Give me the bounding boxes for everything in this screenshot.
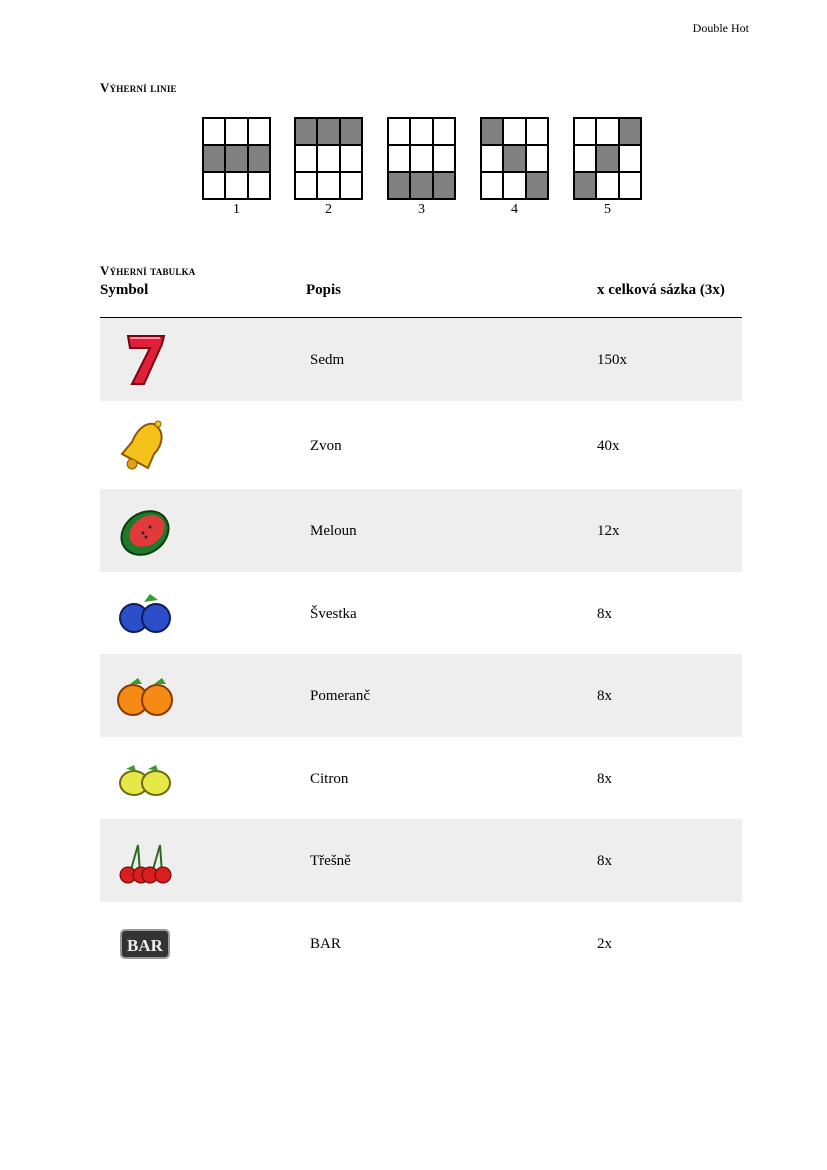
lemon-icon <box>116 751 174 807</box>
payline-cell <box>317 145 339 172</box>
paytable-heading: Výherní tabulka <box>100 263 196 278</box>
bar-icon <box>116 916 174 972</box>
payline-cell-active <box>388 172 410 199</box>
payline-cell-active <box>203 145 225 172</box>
symbol-payout: 8x <box>597 688 612 704</box>
payline-cell <box>574 118 596 145</box>
payline-grid-3 <box>387 117 456 200</box>
payline-cell <box>503 118 525 145</box>
payline-cell <box>295 172 317 199</box>
payline-cell-active <box>225 145 247 172</box>
symbol-payout: 8x <box>597 771 612 787</box>
column-header-payout: x celková sázka (3x) <box>597 282 725 298</box>
payline-cell <box>225 118 247 145</box>
payline-label: 1 <box>233 202 240 217</box>
table-row <box>100 572 742 655</box>
payline-cell <box>317 172 339 199</box>
symbol-description: Pomeranč <box>310 688 370 704</box>
plum-icon <box>116 586 174 642</box>
payline-grid-1 <box>202 117 271 200</box>
symbol-description: Zvon <box>310 438 342 454</box>
payline-label: 4 <box>511 202 518 217</box>
paylines-heading: Výherní linie <box>100 80 177 95</box>
payline-cell <box>295 145 317 172</box>
payline-cell <box>410 118 432 145</box>
symbol-description: Sedm <box>310 352 345 368</box>
table-row <box>100 489 742 572</box>
table-row <box>100 654 742 737</box>
payline-cell <box>433 145 455 172</box>
table-row <box>100 737 742 820</box>
payline-grid-2 <box>294 117 363 200</box>
payline-cell <box>596 118 618 145</box>
payline-cell <box>248 118 270 145</box>
symbol-description: Švestka <box>310 606 357 622</box>
payline-cell-active <box>526 172 548 199</box>
payline-cell-active <box>481 118 503 145</box>
payline-cell-active <box>248 145 270 172</box>
payline-grid-5 <box>573 117 642 200</box>
payline-cell-active <box>340 118 362 145</box>
symbol-payout: 12x <box>597 523 620 539</box>
column-header-symbol: Symbol <box>100 282 149 298</box>
payline-cell-active <box>433 172 455 199</box>
payline-cell-active <box>619 118 641 145</box>
payline-cell <box>225 172 247 199</box>
table-row <box>100 318 742 401</box>
payline-cell <box>203 172 225 199</box>
symbol-payout: 2x <box>597 936 612 952</box>
symbol-description: BAR <box>310 936 341 952</box>
cherry-icon <box>116 833 174 889</box>
orange-icon <box>116 668 174 724</box>
payline-cell <box>526 145 548 172</box>
payline-cell <box>203 118 225 145</box>
bar-icon-text: BAR <box>127 936 163 955</box>
payline-cell <box>410 145 432 172</box>
table-row <box>100 404 742 487</box>
payline-cell <box>433 118 455 145</box>
payline-cell <box>388 145 410 172</box>
symbol-description: Citron <box>310 771 349 787</box>
payline-cell <box>481 172 503 199</box>
payline-cell <box>526 118 548 145</box>
symbol-description: Třešně <box>310 853 351 869</box>
payline-label: 3 <box>418 202 425 217</box>
payline-cell-active <box>295 118 317 145</box>
table-row <box>100 902 742 985</box>
watermelon-icon <box>116 503 174 559</box>
payline-label: 2 <box>325 202 332 217</box>
payline-cell-active <box>574 172 596 199</box>
payline-label: 5 <box>604 202 611 217</box>
payline-cell <box>596 172 618 199</box>
payline-cell <box>340 145 362 172</box>
payline-cell-active <box>410 172 432 199</box>
payline-cell <box>503 172 525 199</box>
payline-cell-active <box>596 145 618 172</box>
symbol-payout: 40x <box>597 438 620 454</box>
symbol-description: Meloun <box>310 523 357 539</box>
payline-cell <box>619 172 641 199</box>
payline-cell <box>619 145 641 172</box>
payline-cell <box>574 145 596 172</box>
payline-cell-active <box>317 118 339 145</box>
bell-icon <box>116 418 174 474</box>
table-row <box>100 819 742 902</box>
column-header-description: Popis <box>306 282 342 298</box>
payline-cell <box>481 145 503 172</box>
payline-cell <box>388 118 410 145</box>
header-title: Double Hot <box>692 21 749 35</box>
payline-grid-4 <box>480 117 549 200</box>
symbol-payout: 150x <box>597 352 627 368</box>
symbol-payout: 8x <box>597 853 612 869</box>
payline-cell <box>340 172 362 199</box>
symbol-payout: 8x <box>597 606 612 622</box>
payline-cell-active <box>503 145 525 172</box>
seven-icon <box>116 332 174 388</box>
payline-cell <box>248 172 270 199</box>
